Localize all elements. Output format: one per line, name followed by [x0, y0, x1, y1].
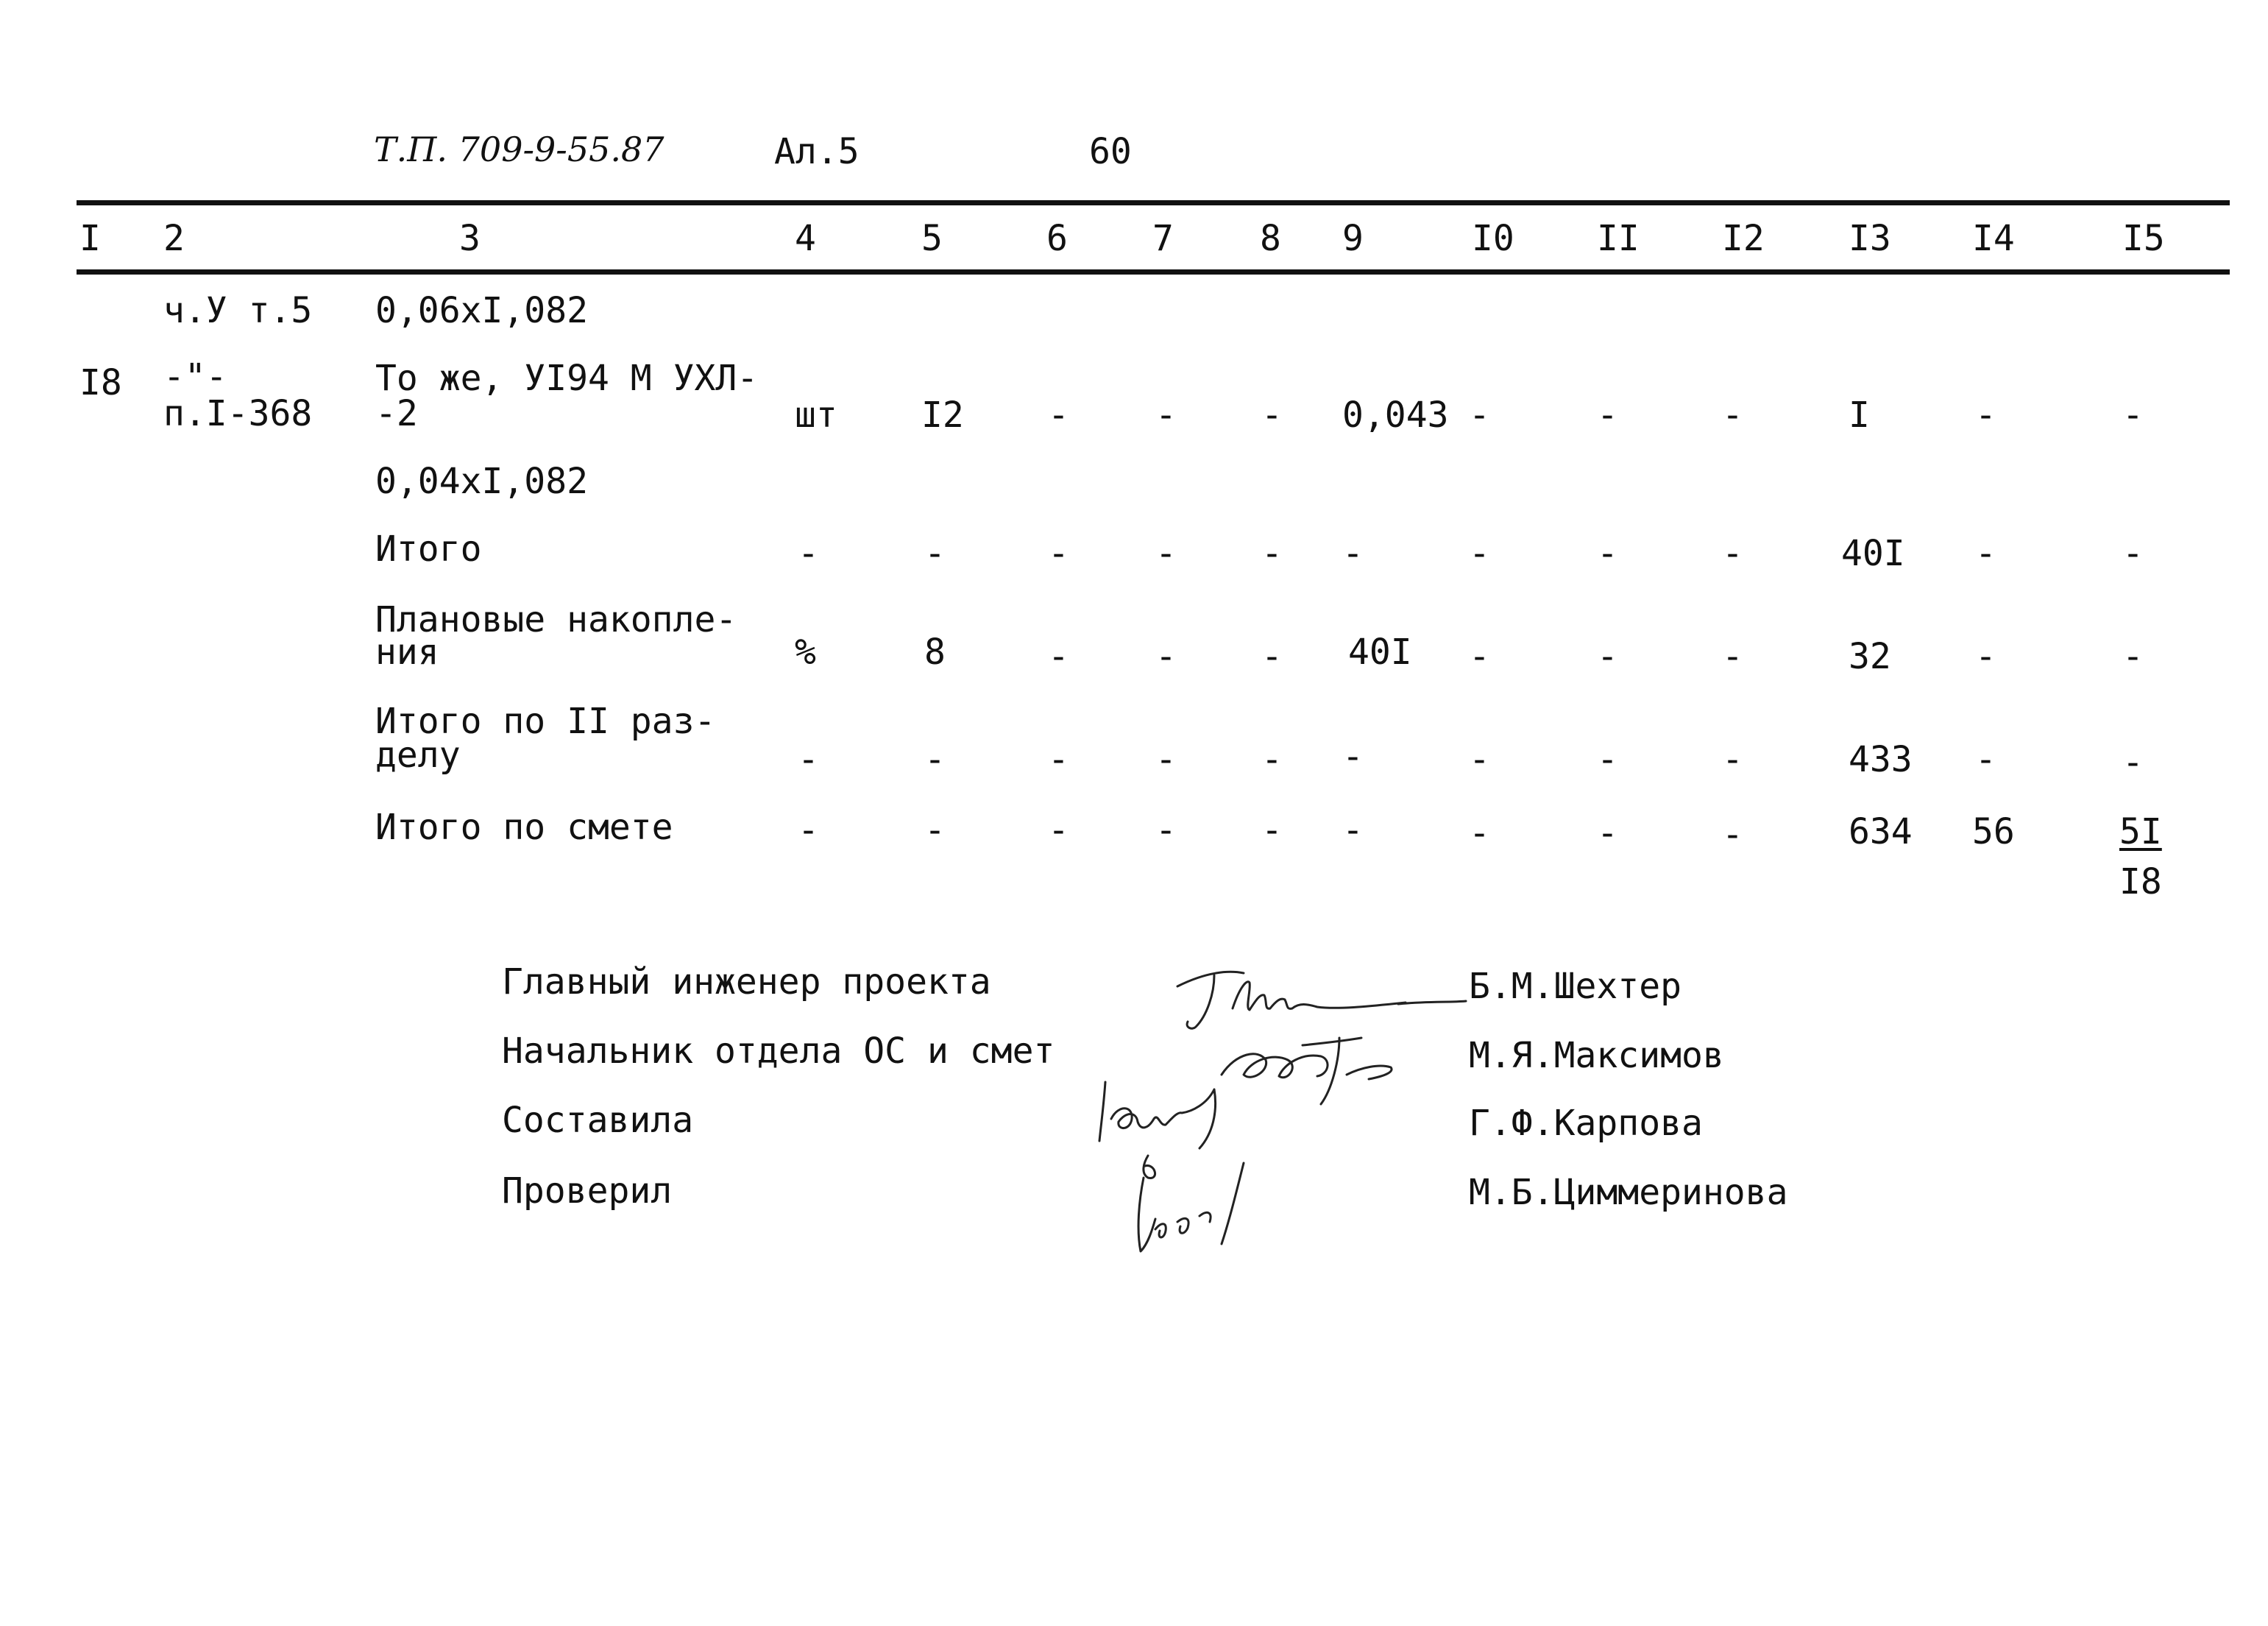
column-header-13: I3: [1849, 218, 1891, 259]
cell-col6: -: [1048, 739, 1069, 780]
cell-col6: -: [1048, 810, 1069, 851]
cell-col11: -: [1597, 813, 1618, 854]
cell-col4: -: [798, 739, 819, 780]
cell-col10: -: [1469, 395, 1490, 436]
cell-col15: -: [2122, 533, 2144, 574]
column-header-11: II: [1597, 218, 1640, 259]
cell-col7: -: [1155, 810, 1177, 851]
handwritten-signature-4: [1119, 1148, 1295, 1266]
cell-col9: -: [1342, 533, 1364, 574]
column-header-12: I2: [1722, 218, 1765, 259]
cell-col6: -: [1048, 533, 1069, 574]
cell-description: Итого: [375, 529, 482, 570]
cell-col13: 433: [1849, 739, 1913, 780]
cell-description-line2: -2: [375, 393, 418, 434]
cell-description: 0,04хI,082: [375, 461, 588, 502]
column-header-14: I4: [1972, 218, 2015, 259]
cell-description-line1: Плановые накопле-: [375, 599, 737, 640]
cell-col13: 634: [1849, 811, 1913, 852]
cell-col9: 40I: [1348, 632, 1412, 673]
cell-col8: -: [1261, 636, 1283, 677]
column-header-10: I0: [1472, 218, 1514, 259]
signature-role: Проверил: [502, 1170, 673, 1212]
signature-name: Г.Ф.Карпова: [1469, 1103, 1703, 1144]
signature-name: М.Б.Циммеринова: [1469, 1172, 1788, 1213]
cell-col14: -: [1975, 533, 1996, 574]
cell-col11: -: [1597, 395, 1618, 436]
column-header-2: 2: [163, 218, 185, 259]
cell-reference-line2: п.I-368: [163, 393, 313, 434]
cell-col9: 0,043: [1342, 395, 1449, 436]
cell-col15-denominator: I8: [2119, 861, 2162, 902]
cell-col9: -: [1342, 736, 1364, 777]
cell-col11: -: [1597, 636, 1618, 677]
cell-unit: %: [795, 632, 816, 673]
cell-description-line1: Итого по II раз-: [375, 701, 716, 742]
handwritten-signature-1: [1163, 957, 1472, 1038]
cell-description: Итого по смете: [375, 807, 673, 848]
cell-col14: -: [1975, 739, 1996, 780]
cell-description-line2: делу: [375, 735, 461, 776]
cell-col6: -: [1048, 395, 1069, 436]
cell-col10: -: [1469, 813, 1490, 854]
cell-col10: -: [1469, 636, 1490, 677]
cell-reference-line1: -"-: [163, 356, 227, 397]
cell-item-number: I8: [79, 362, 122, 403]
cell-col8: -: [1261, 739, 1283, 780]
cell-col15: -: [2122, 636, 2144, 677]
cell-col9: -: [1342, 810, 1364, 851]
cell-col5: 8: [924, 632, 946, 673]
cell-col8: -: [1261, 533, 1283, 574]
signature-name: Б.М.Шехтер: [1469, 966, 1681, 1007]
cell-col15: -: [2122, 742, 2144, 783]
signature-name: М.Я.Максимов: [1469, 1035, 1724, 1076]
cell-description-line2: ния: [375, 632, 439, 673]
signature-role: Главный инженер проекта: [502, 961, 991, 1003]
cell-col11: -: [1597, 739, 1618, 780]
cell-col13: 40I: [1841, 533, 1905, 574]
cell-col4: -: [798, 533, 819, 574]
cell-col12: -: [1722, 636, 1743, 677]
cell-col7: -: [1155, 395, 1177, 436]
cell-col15-numerator: 5I: [2119, 811, 2162, 852]
cell-col13: 32: [1849, 636, 1891, 677]
signature-role: Составила: [502, 1100, 694, 1141]
cell-col15: -: [2122, 395, 2144, 436]
cell-description-line1: То же, УI94 М УХЛ-: [375, 358, 759, 399]
cell-col12: -: [1722, 814, 1743, 855]
document-code: Т.П. 709-9-55.87: [374, 130, 665, 169]
top-rule: [77, 200, 2230, 205]
header-bottom-rule: [77, 269, 2230, 275]
cell-quantity: I2: [921, 395, 964, 436]
cell-col11: -: [1597, 533, 1618, 574]
cell-col4: -: [798, 810, 819, 851]
cell-col5: -: [924, 739, 946, 780]
column-header-7: 7: [1152, 218, 1174, 259]
cell-col6: -: [1048, 636, 1069, 677]
column-header-5: 5: [921, 218, 943, 259]
cell-col8: -: [1261, 395, 1283, 436]
cell-description: 0,06хI,082: [375, 290, 588, 331]
column-header-8: 8: [1260, 218, 1281, 259]
column-header-15: I5: [2122, 218, 2165, 259]
cell-col12: -: [1722, 739, 1743, 780]
column-header-3: 3: [459, 218, 481, 259]
cell-col13: I: [1849, 395, 1870, 436]
page-number: 60: [1089, 131, 1132, 172]
cell-col12: -: [1722, 533, 1743, 574]
cell-col14: -: [1975, 395, 1996, 436]
cell-col5: -: [924, 810, 946, 851]
cell-col14: -: [1975, 636, 1996, 677]
column-header-4: 4: [795, 218, 816, 259]
column-header-1: I: [79, 218, 101, 259]
column-header-9: 9: [1342, 218, 1364, 259]
cell-col8: -: [1261, 810, 1283, 851]
column-header-6: 6: [1046, 218, 1068, 259]
signature-role: Начальник отдела ОС и смет: [502, 1031, 1055, 1072]
cell-reference: ч.У т.5: [163, 290, 313, 331]
album-number: Ал.5: [774, 131, 860, 172]
cell-col10: -: [1469, 739, 1490, 780]
handwritten-signature-3: [1089, 1060, 1280, 1163]
cell-col7: -: [1155, 739, 1177, 780]
cell-col5: -: [924, 533, 946, 574]
cell-unit: шт: [795, 395, 837, 436]
cell-col10: -: [1469, 533, 1490, 574]
cell-col14: 56: [1972, 811, 2015, 852]
cell-col12: -: [1722, 395, 1743, 436]
cell-col7: -: [1155, 533, 1177, 574]
cell-col7: -: [1155, 636, 1177, 677]
